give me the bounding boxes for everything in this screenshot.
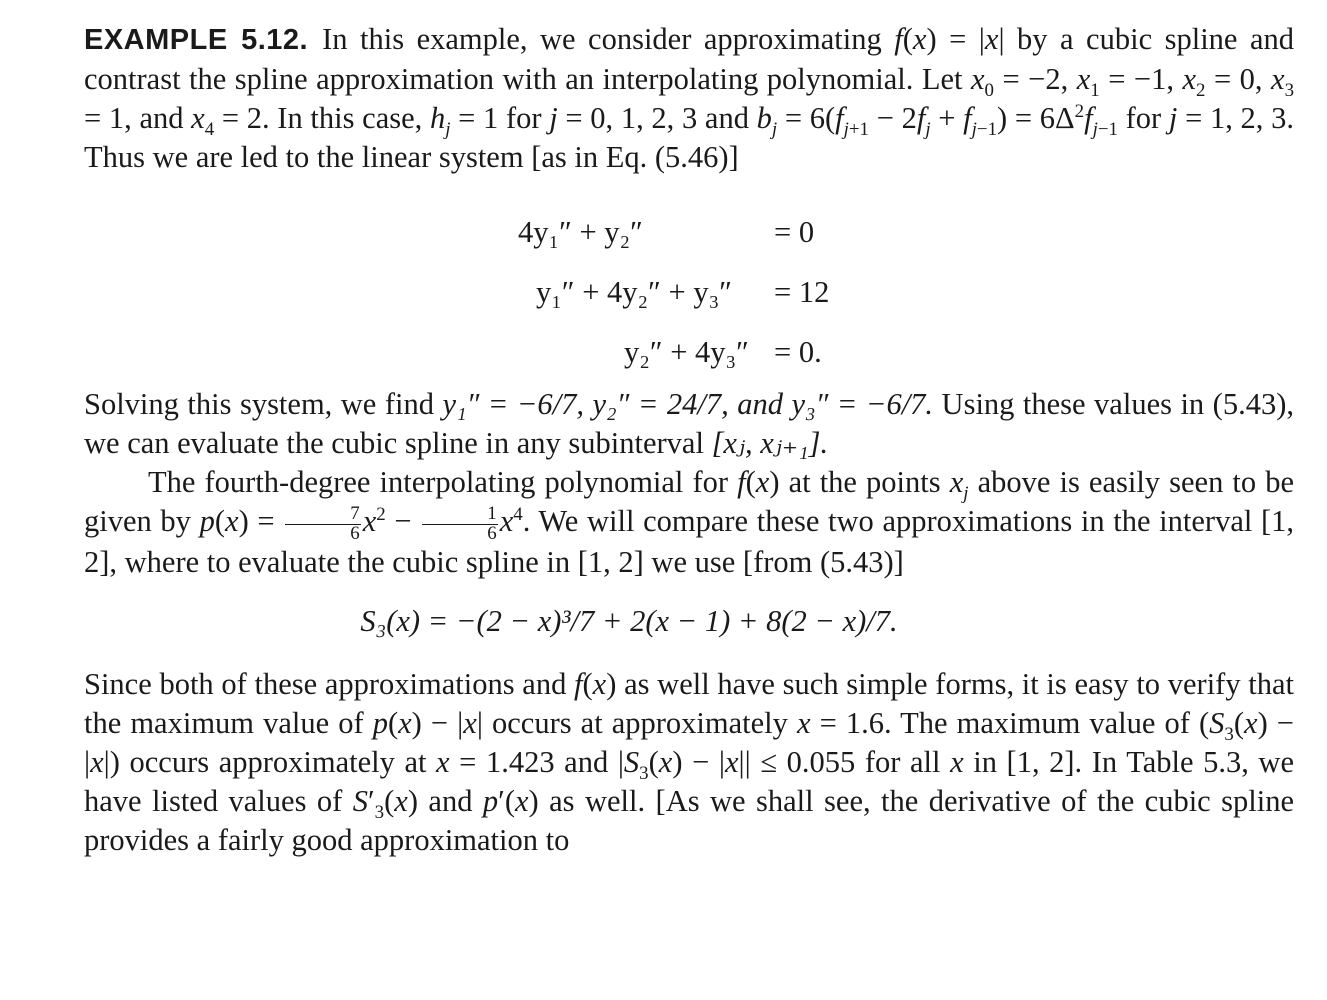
- polynomial-paragraph: [84, 463, 1294, 582]
- solution-text: Solving this system, we find: [84, 387, 443, 421]
- poly-derivative: p′(x): [482, 784, 539, 819]
- solution-values: y₁″ = −6/7, y₂″ = 24/7, and y₃″ = −6/7.: [442, 387, 934, 421]
- system-row-1-rhs: = 0: [774, 215, 815, 249]
- closing-text-6: and: [554, 745, 618, 780]
- example-intro-text-4: for: [1117, 101, 1169, 135]
- function-f: f(x) = |x|: [894, 22, 1005, 56]
- system-row-2-left: y₁″ + 4y₂″ + y₃″: [536, 275, 732, 309]
- example-intro-text-3: In this case,: [269, 101, 430, 135]
- spline-derivative: $S'_3(x)$: [352, 784, 418, 824]
- variable-x: x: [950, 745, 964, 780]
- example-intro-text-5: Thus we are led to the linear system [as in Eq. (5.46)]: [84, 140, 739, 174]
- system-row-2: [84, 275, 1294, 315]
- system-row-3-rhs: = 0.: [774, 335, 822, 369]
- example-paragraph: [84, 20, 1294, 177]
- closing-text-8: in [1, 2]. In Table 5.3, we have listed values of: [84, 745, 1294, 819]
- system-row-1-left: 4y₁″ + y₂″: [518, 215, 643, 249]
- polynomial-text: The fourth-degree interpolating polynomial for: [148, 465, 738, 499]
- polynomial-text-3: above is easily seen to be given by: [84, 465, 1295, 538]
- max-location-spline: x = 1.423: [436, 745, 555, 780]
- step-definition: $h_j = 1$ for j = 0, 1, 2, 3 and $b_j = 6(f_{j+1} - 2f_j + f_{j-1}) = 6\Delta^2f_{j-1}$: [429, 100, 1118, 141]
- closing-text: Since both of these approximations and: [84, 667, 575, 702]
- index-range: j = 1, 2, 3.: [1168, 101, 1294, 135]
- closing-text-2: as well have such simple forms, it is easy to verify that the maximum value of: [84, 667, 1295, 741]
- polynomial-formula: p(x) = $\frac{7}{6}$ $x^2$ − $\frac{1}{6}$ $x^4$: [199, 502, 523, 544]
- system-row-3: [84, 335, 1294, 375]
- error-poly: p(x) − |x|: [372, 706, 483, 741]
- spline-equation-text: S₃(x) = −(2 − x)³/7 + 2(x − 1) + 8(2 − x)/7.: [360, 604, 898, 639]
- textbook-page: [84, 20, 1294, 860]
- example-label: EXAMPLE 5.12.: [84, 24, 309, 56]
- closing-text-10: as well. [As we shall see, the derivative of the cubic spline provides a fairly good approximation to: [84, 784, 1294, 858]
- system-row-2-rhs: = 12: [774, 275, 830, 309]
- solution-text-2: Using these values in (5.43), we can evaluate the cubic spline in any subinterval: [84, 387, 1294, 460]
- error-bound: $|S_3(x) - |x|| \le 0.055$: [617, 745, 856, 785]
- function-f-ref-2: f(x): [574, 667, 617, 702]
- subinterval: [xⱼ, xⱼ₊₁].: [711, 426, 829, 460]
- closing-text-3: occurs at approximately: [482, 706, 797, 741]
- polynomial-text-4: . We will compare these two approximations in the interval [1, 2], where to evaluate the cubic spline in [1, 2] we use [from (5.43)]: [84, 504, 1295, 580]
- points-xj: $x_j$: [949, 465, 969, 505]
- nodes-definition: $x_0 = -2$, $x_1 = -1$, $x_2 = 0$, $x_3 = 1$, and $x_4 = 2$.: [84, 62, 1295, 141]
- example-intro-text: In this example, we consider approximating: [322, 22, 895, 56]
- max-location-poly: x = 1.6.: [796, 706, 892, 741]
- polynomial-text-2: at the points: [779, 465, 950, 499]
- closing-text-4: The maximum value of: [891, 706, 1199, 741]
- spline-equation: [84, 604, 1294, 639]
- closing-text-7: for all: [855, 745, 951, 780]
- example-intro-text-2: by a cubic spline and contrast the spline approximation with an interpolating polynomial. Let: [84, 22, 1294, 96]
- closing-text-5: occurs approximately at: [119, 745, 437, 780]
- solution-paragraph: [84, 385, 1294, 463]
- function-f-ref: f(x): [737, 465, 780, 499]
- closing-paragraph: [84, 665, 1294, 860]
- linear-system: [84, 195, 1294, 375]
- system-row-1: [84, 215, 1294, 255]
- error-spline: $(S_3(x) - |x|)$: [84, 706, 1295, 780]
- system-row-3-left: y₂″ + 4y₃″: [624, 335, 749, 369]
- closing-text-9: and: [417, 784, 483, 819]
